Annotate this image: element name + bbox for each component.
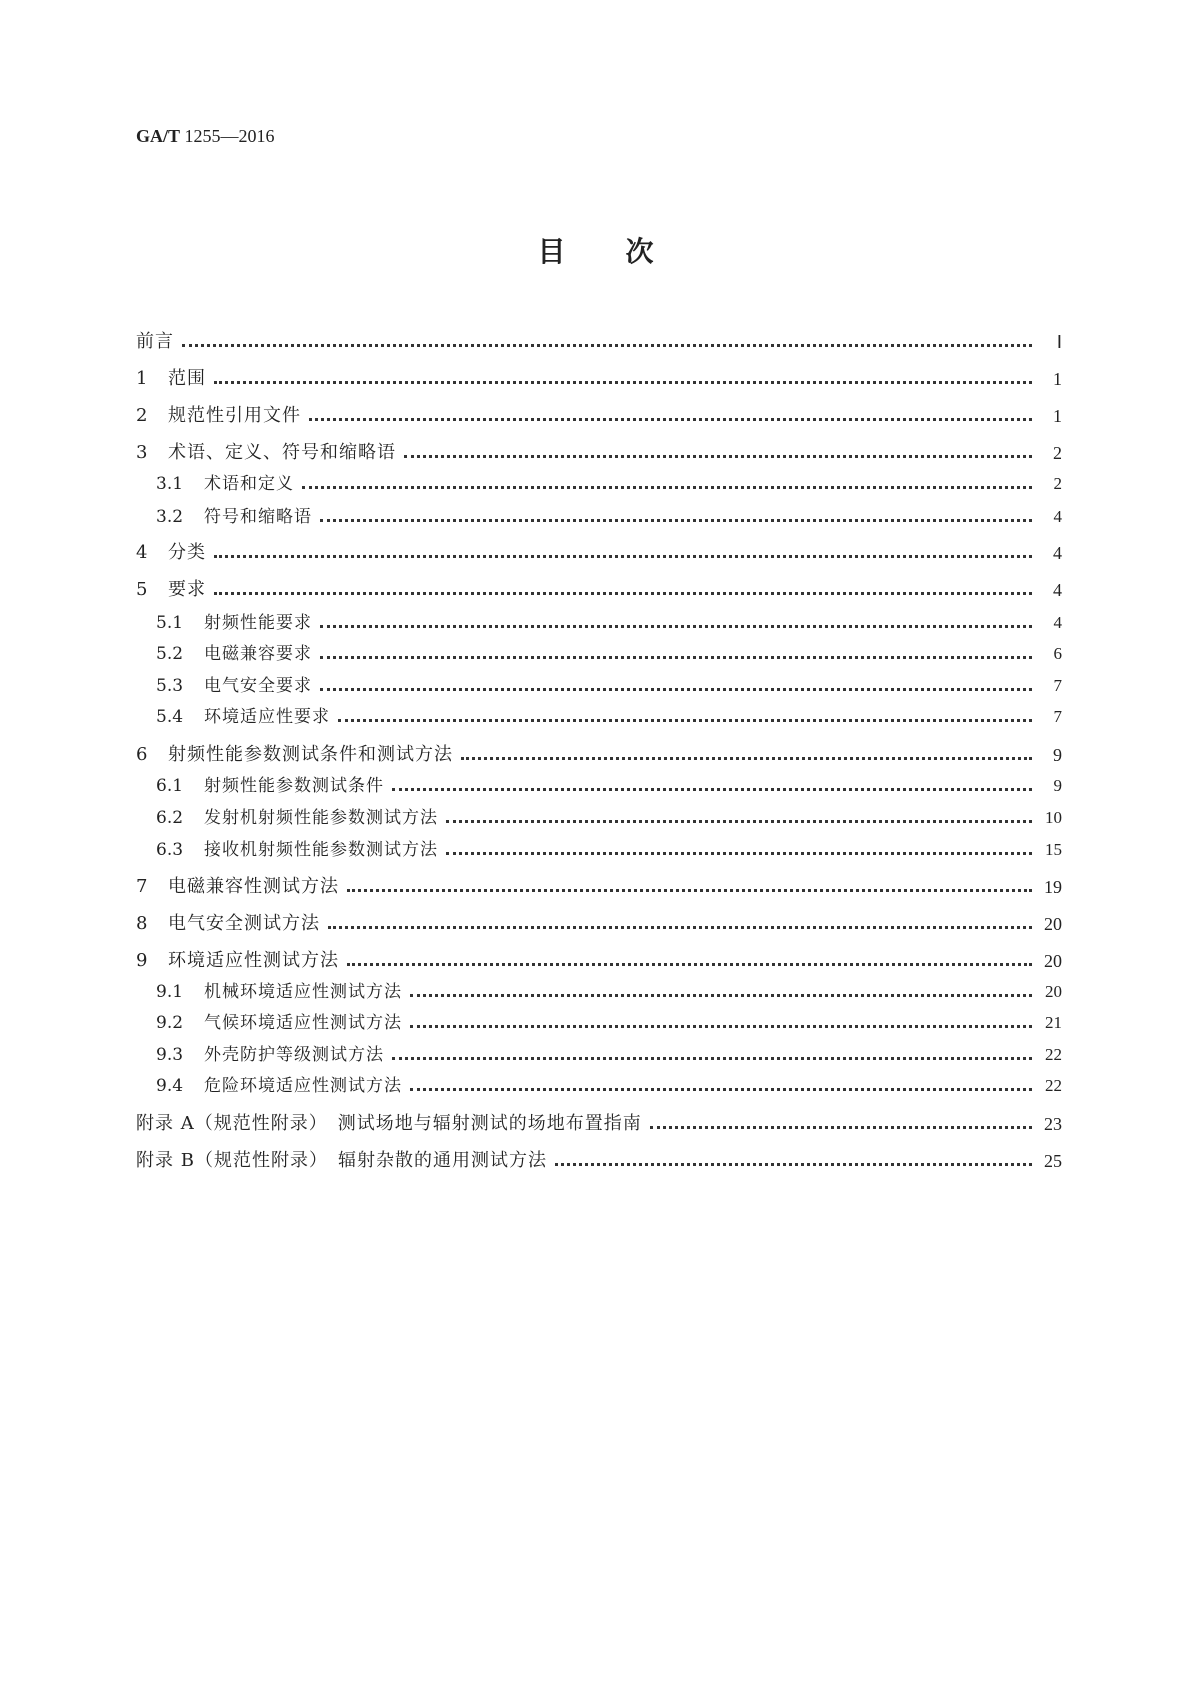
- toc-page: 22: [1045, 1076, 1062, 1095]
- toc-page: 15: [1045, 840, 1062, 859]
- toc-page: 2: [1053, 474, 1062, 493]
- toc-number: 5.3: [156, 676, 184, 696]
- toc-entry[interactable]: [156, 472, 1062, 496]
- leader-dots: [446, 852, 1032, 855]
- leader-dots: [650, 1126, 1032, 1129]
- toc-entry[interactable]: [136, 541, 1062, 565]
- toc-page: 10: [1045, 808, 1062, 827]
- leader-dots: [182, 344, 1032, 347]
- toc-page: 1: [1053, 369, 1062, 389]
- leader-dots: [214, 555, 1032, 558]
- toc-label: 规范性引用文件: [168, 405, 301, 426]
- leader-dots: [309, 418, 1032, 421]
- toc-number: 4: [136, 542, 148, 563]
- toc-label: 射频性能要求: [204, 613, 312, 633]
- leader-dots: [410, 994, 1032, 997]
- toc-label: 外壳防护等级测试方法: [204, 1045, 384, 1065]
- toc-entry[interactable]: [136, 578, 1062, 602]
- toc-entry[interactable]: [156, 611, 1062, 635]
- toc-page: 4: [1053, 507, 1062, 526]
- toc-label: 范围: [168, 368, 206, 389]
- toc-page: 25: [1044, 1151, 1062, 1171]
- leader-dots: [347, 963, 1032, 966]
- leader-dots: [320, 519, 1032, 522]
- toc-entry[interactable]: [156, 838, 1062, 862]
- toc-label: 附录 A（规范性附录） 测试场地与辐射测试的场地布置指南: [136, 1113, 642, 1134]
- toc-label: 机械环境适应性测试方法: [204, 982, 402, 1002]
- toc-page: Ⅰ: [1056, 332, 1062, 352]
- toc-label: 环境适应性要求: [204, 707, 330, 727]
- toc-label: 要求: [168, 579, 206, 600]
- leader-dots: [410, 1025, 1032, 1028]
- toc-label: 术语、定义、符号和缩略语: [168, 442, 396, 463]
- toc-label: 射频性能参数测试条件和测试方法: [168, 744, 453, 765]
- leader-dots: [555, 1163, 1032, 1166]
- toc-page: 19: [1044, 877, 1062, 897]
- toc-number: 2: [136, 405, 148, 426]
- toc-label: 电气安全测试方法: [168, 913, 320, 934]
- standard-year: 1255—2016: [184, 126, 275, 146]
- toc-page: 20: [1044, 951, 1062, 971]
- toc-entry[interactable]: [156, 1011, 1062, 1035]
- toc-entry[interactable]: [156, 674, 1062, 698]
- leader-dots: [214, 592, 1032, 595]
- toc-number: 5: [136, 579, 148, 600]
- toc-page: 4: [1053, 613, 1062, 632]
- toc-entry[interactable]: [156, 774, 1062, 798]
- toc-page: 9: [1053, 745, 1062, 765]
- toc-entry[interactable]: [156, 806, 1062, 830]
- toc-page: 22: [1045, 1045, 1062, 1064]
- toc-number: 1: [136, 368, 148, 389]
- toc-label: 分类: [168, 542, 206, 563]
- toc-number: 6.2: [156, 808, 184, 828]
- leader-dots: [461, 757, 1032, 760]
- toc-entry[interactable]: [136, 367, 1062, 391]
- toc-entry[interactable]: [136, 441, 1062, 465]
- toc-label: 环境适应性测试方法: [168, 950, 339, 971]
- leader-dots: [392, 1057, 1032, 1060]
- toc-page: 20: [1044, 914, 1062, 934]
- toc-entry[interactable]: [136, 330, 1062, 354]
- toc-page: 1: [1053, 406, 1062, 426]
- toc-number: 3.1: [156, 474, 184, 494]
- toc-number: 6: [136, 744, 148, 765]
- toc-number: 5.2: [156, 644, 184, 664]
- toc-number: 9: [136, 950, 148, 971]
- leader-dots: [328, 926, 1032, 929]
- leader-dots: [392, 788, 1032, 791]
- toc-label: 电气安全要求: [204, 676, 312, 696]
- toc-entry[interactable]: [136, 1112, 1062, 1136]
- toc-number: 3.2: [156, 507, 184, 527]
- toc-entry[interactable]: [156, 505, 1062, 529]
- toc-entry[interactable]: [136, 404, 1062, 428]
- toc-number: 9.2: [156, 1013, 184, 1033]
- toc-label: 发射机射频性能参数测试方法: [204, 808, 438, 828]
- toc-number: 9.3: [156, 1045, 184, 1065]
- toc-page: 7: [1053, 676, 1062, 695]
- toc-page: 9: [1053, 776, 1062, 795]
- toc-entry[interactable]: [136, 1149, 1062, 1173]
- leader-dots: [347, 889, 1032, 892]
- toc-entry[interactable]: [136, 912, 1062, 936]
- toc-entry[interactable]: [136, 875, 1062, 899]
- leader-dots: [302, 486, 1032, 489]
- leader-dots: [320, 625, 1032, 628]
- toc-page: 23: [1044, 1114, 1062, 1134]
- toc-page: 4: [1053, 580, 1062, 600]
- leader-dots: [320, 688, 1032, 691]
- toc-page: 2: [1053, 443, 1062, 463]
- leader-dots: [404, 455, 1032, 458]
- toc-entry[interactable]: [136, 949, 1062, 973]
- toc-number: 5.4: [156, 707, 184, 727]
- toc-label: 射频性能参数测试条件: [204, 776, 384, 796]
- toc-number: 7: [136, 876, 148, 897]
- toc-entry[interactable]: [156, 642, 1062, 666]
- toc-page: 21: [1045, 1013, 1062, 1032]
- toc-page: 20: [1045, 982, 1062, 1001]
- toc-label: 电磁兼容要求: [204, 644, 312, 664]
- page-title: 目次: [537, 235, 714, 268]
- toc-label: 电磁兼容性测试方法: [168, 876, 339, 897]
- toc-page: 7: [1053, 707, 1062, 726]
- toc-entry[interactable]: [156, 980, 1062, 1004]
- toc-label: 附录 B（规范性附录） 辐射杂散的通用测试方法: [136, 1150, 547, 1171]
- toc-page: 4: [1053, 543, 1062, 563]
- toc-label: 接收机射频性能参数测试方法: [204, 840, 438, 860]
- leader-dots: [214, 381, 1032, 384]
- toc-number: 3: [136, 442, 148, 463]
- standard-number: [136, 126, 275, 147]
- toc-page: 6: [1053, 644, 1062, 663]
- toc-number: 8: [136, 913, 148, 934]
- leader-dots: [410, 1088, 1032, 1091]
- leader-dots: [446, 820, 1032, 823]
- toc-label: 前言: [136, 331, 174, 352]
- toc-entry[interactable]: [156, 705, 1062, 729]
- toc-number: 5.1: [156, 613, 184, 633]
- toc-number: 9.4: [156, 1076, 184, 1096]
- toc-label: 符号和缩略语: [204, 507, 312, 527]
- toc-number: 6.3: [156, 840, 184, 860]
- toc-entry[interactable]: [156, 1074, 1062, 1098]
- toc-label: 术语和定义: [204, 474, 294, 494]
- toc-entry[interactable]: [156, 1043, 1062, 1067]
- toc-label: 危险环境适应性测试方法: [204, 1076, 402, 1096]
- toc-number: 6.1: [156, 776, 184, 796]
- leader-dots: [338, 719, 1032, 722]
- toc-entry[interactable]: [136, 743, 1062, 767]
- standard-code: GA/T: [136, 126, 181, 146]
- toc-label: 气候环境适应性测试方法: [204, 1013, 402, 1033]
- leader-dots: [320, 656, 1032, 659]
- toc-number: 9.1: [156, 982, 184, 1002]
